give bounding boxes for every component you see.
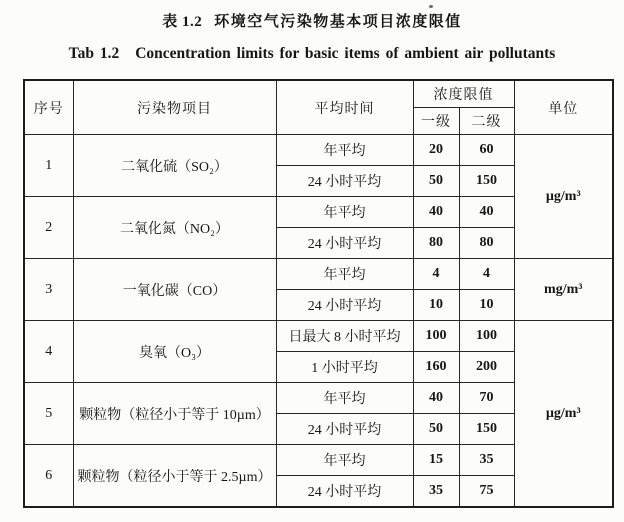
pollutant-name-cell: 臭氧（O₃） [73, 321, 276, 383]
header-pollutant-item: 污染物项目 [73, 80, 276, 135]
pollutant-name-cell: 二氧化硫（SO₂） [73, 135, 276, 197]
grade1-value-cell: 100 [413, 321, 459, 352]
scan-artifact-dot [429, 5, 433, 8]
grade2-value-cell: 200 [459, 352, 514, 383]
unit-cell: µg/m³ [514, 321, 613, 508]
grade2-value-cell: 150 [459, 166, 514, 197]
header-averaging-time: 平均时间 [276, 80, 413, 135]
averaging-time-cell: 年平均 [276, 445, 413, 476]
averaging-time-cell: 日最大 8 小时平均 [276, 321, 413, 352]
averaging-time-cell: 24 小时平均 [276, 476, 413, 508]
header-concentration-limit: 浓度限值 [413, 80, 514, 108]
concentration-limits-table [23, 79, 614, 508]
header-unit: 单位 [514, 80, 613, 135]
grade1-value-cell: 15 [413, 445, 459, 476]
pollutant-name-cell: 颗粒物（粒径小于等于 10µm） [73, 383, 276, 445]
averaging-time-cell: 1 小时平均 [276, 352, 413, 383]
averaging-time-cell: 24 小时平均 [276, 414, 413, 445]
grade2-value-cell: 40 [459, 197, 514, 228]
averaging-time-cell: 24 小时平均 [276, 166, 413, 197]
pollutant-name-cell: 二氧化氮（NO₂） [73, 197, 276, 259]
serial-cell: 4 [24, 321, 73, 383]
averaging-time-cell: 年平均 [276, 259, 413, 290]
grade1-value-cell: 35 [413, 476, 459, 508]
averaging-time-cell: 24 小时平均 [276, 290, 413, 321]
serial-cell: 2 [24, 197, 73, 259]
unit-cell: mg/m³ [514, 259, 613, 321]
grade2-value-cell: 75 [459, 476, 514, 508]
grade1-value-cell: 10 [413, 290, 459, 321]
grade1-value-cell: 50 [413, 166, 459, 197]
grade1-value-cell: 4 [413, 259, 459, 290]
averaging-time-cell: 24 小时平均 [276, 228, 413, 259]
header-grade-2: 二级 [459, 108, 514, 135]
serial-cell: 1 [24, 135, 73, 197]
table-title-zh [0, 10, 624, 31]
grade2-value-cell: 70 [459, 383, 514, 414]
grade2-value-cell: 35 [459, 445, 514, 476]
grade1-value-cell: 80 [413, 228, 459, 259]
grade2-value-cell: 4 [459, 259, 514, 290]
table-title-en [0, 45, 624, 63]
serial-cell: 5 [24, 383, 73, 445]
serial-cell: 3 [24, 259, 73, 321]
pollutant-name-cell: 一氧化碳（CO） [73, 259, 276, 321]
grade2-value-cell: 10 [459, 290, 514, 321]
grade1-value-cell: 40 [413, 197, 459, 228]
grade1-value-cell: 20 [413, 135, 459, 166]
grade1-value-cell: 160 [413, 352, 459, 383]
pollutant-name-cell: 颗粒物（粒径小于等于 2.5µm） [73, 445, 276, 508]
averaging-time-cell: 年平均 [276, 197, 413, 228]
grade2-value-cell: 60 [459, 135, 514, 166]
grade1-value-cell: 40 [413, 383, 459, 414]
averaging-time-cell: 年平均 [276, 383, 413, 414]
grade2-value-cell: 150 [459, 414, 514, 445]
serial-cell: 6 [24, 445, 73, 508]
averaging-time-cell: 年平均 [276, 135, 413, 166]
table-number-en: Tab 1.2 [68, 45, 120, 62]
unit-cell: µg/m³ [514, 135, 613, 259]
grade2-value-cell: 80 [459, 228, 514, 259]
grade2-value-cell: 100 [459, 321, 514, 352]
grade1-value-cell: 50 [413, 414, 459, 445]
table-title-zh-text: 环境空气污染物基本项目浓度限值 [214, 14, 462, 30]
header-serial-no: 序号 [24, 80, 73, 135]
table-title-en-text: Concentration limits for basic items of ambient air pollutants [135, 45, 556, 62]
header-grade-1: 一级 [413, 108, 459, 135]
table-number-zh: 表 1.2 [162, 14, 203, 30]
